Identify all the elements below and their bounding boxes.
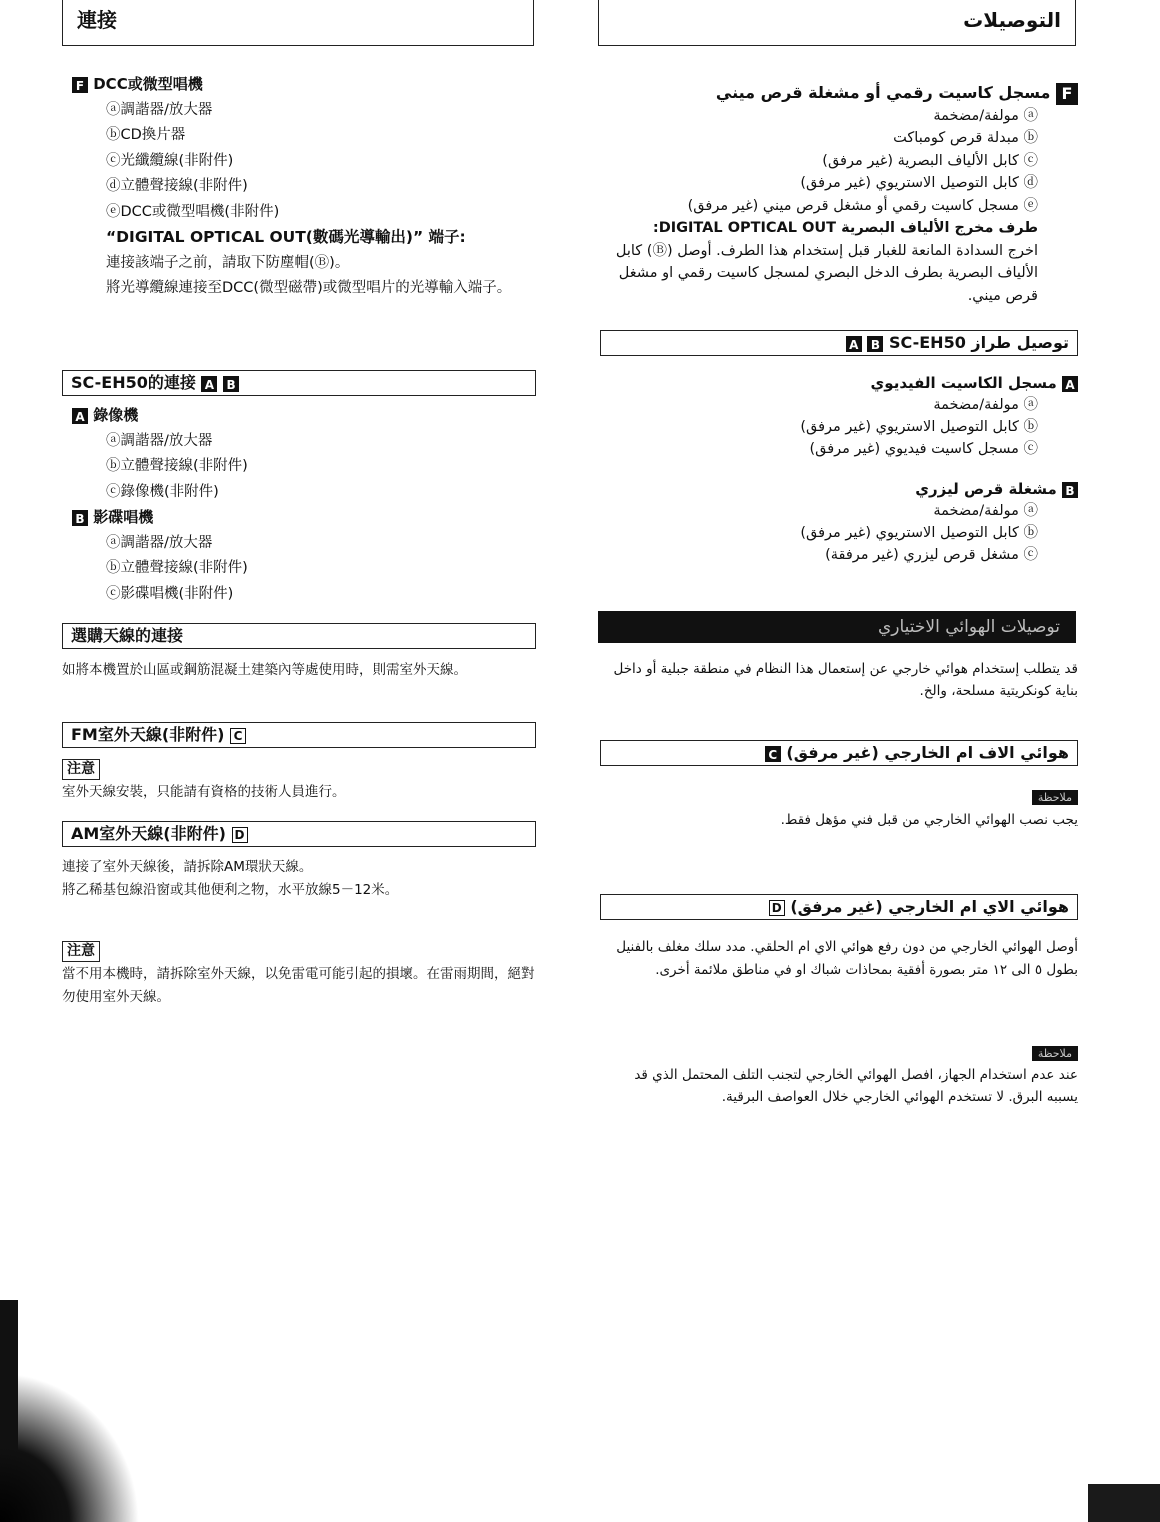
fm-caution	[62, 758, 540, 804]
dcc-item: ⓒ كابل الألياف البصرية (غير مرفق)	[822, 152, 1038, 169]
ld-item: ⓒ影碟唱機(非附件)	[106, 585, 234, 602]
dcc-item: ⓓ立體聲接線(非附件)	[106, 178, 248, 194]
eh50-section-left	[72, 403, 542, 607]
dcc-item: ⓑ مبدلة قرص كومباكت	[893, 130, 1038, 146]
eh50-title-box: SC-EH50的連接 A B	[62, 370, 536, 396]
terminal-title: طرف مخرج الألياف البصرية DIGITAL OPTICAL OUT:	[652, 220, 1038, 236]
badge-d: D	[232, 827, 248, 843]
ld-item: ⓑ كابل التوصيل الاستريوي (غير مرفق)	[800, 525, 1038, 541]
final-caution-left	[62, 940, 540, 1009]
caution-label: 注意	[62, 941, 100, 962]
antenna-title-box: 選購天線的連接	[62, 623, 536, 649]
terminal-title: “DIGITAL OPTICAL OUT(數碼光導輸出)” 端子:	[106, 228, 466, 246]
vcr-item: ⓑ كابل التوصيل الاستريوي (غير مرفق)	[800, 419, 1038, 435]
dcc-item: ⓔ مسجل كاسيت رقمي أو مشغل قرص ميني (غير مرفق)	[687, 197, 1038, 214]
am-text: 連接了室外天線後，請拆除AM環狀天線。 將乙稀基包線沿窗或其他便利之物，水平放線5－12米。	[62, 859, 399, 898]
dcc-section-left	[72, 72, 542, 302]
vcr-heading: A 錄像機	[72, 403, 542, 429]
dcc-section-right	[604, 82, 1078, 307]
vcr-item: ⓒ錄像機(非附件)	[106, 483, 219, 500]
badge-f: F	[72, 77, 88, 93]
am-text: أوصل الهوائي الخارجي من دون رفع هوائي الاي ام الحلقي. مدد سلك مغلف بالفنيل بطول ٥ الى ١٢ متر بصورة أفقية بمحاذات شباك او في مناطق ملائمة أخرى.	[616, 939, 1078, 978]
note-text: يجب نصب الهوائي الخارجي من قبل فني مؤهل فقط.	[780, 812, 1078, 828]
page-title-left	[62, 0, 534, 46]
am-title-box: هوائي الاي ام الخارجي (غير مرفق) D	[600, 894, 1078, 920]
caution-label: 注意	[62, 759, 100, 780]
ld-item: ⓐ مولفة/مضخمة	[933, 503, 1038, 519]
dcc-item: ⓔDCC或微型唱機(非附件)	[106, 203, 280, 220]
vcr-item: ⓒ مسجل كاسيت فيديوي (غير مرفق)	[809, 441, 1038, 457]
vcr-item: ⓑ立體聲接線(非附件)	[106, 458, 248, 474]
fm-title-box: FM室外天線(非附件) C	[62, 722, 536, 748]
dcc-heading: F مسجل كاسيت رقمي أو مشغلة قرص ميني	[604, 82, 1078, 105]
ld-item: ⓒ مشغل قرص ليزري (غير مرفقة)	[825, 547, 1038, 563]
note-text: عند عدم استخدام الجهاز، افصل الهوائي الخارجي لتجنب التلف المحتمل الذي قد يسببه البرق. لا تستخدم الهوائي الخارجي خلال العواصف البرقية.	[634, 1067, 1078, 1105]
title-text: التوصيلات	[963, 8, 1061, 32]
am-title-box: AM室外天線(非附件) D	[62, 821, 536, 847]
terminal-text: 連接該端子之前，請取下防塵帽(Ⓑ)。	[106, 254, 350, 271]
badge-a: A	[201, 376, 217, 392]
ld-item: ⓐ調諧器/放大器	[106, 534, 213, 551]
eh50-section-right	[604, 372, 1078, 566]
badge-c: C	[765, 746, 781, 762]
badge-f: F	[1056, 83, 1078, 105]
note-label: ملاحظة	[1032, 790, 1078, 805]
fm-title-box: هوائي الاف ام الخارجي (غير مرفق) C	[600, 740, 1078, 766]
vcr-item: ⓐ مولفة/مضخمة	[933, 397, 1038, 413]
scan-smudge	[0, 1372, 140, 1522]
antenna-text: قد يتطلب إستخدام هوائي خارجي عن إستعمال هذا النظام في منطقة جبلية أو داخل بناية كونكريتية مسلحة، والخ.	[613, 661, 1078, 699]
terminal-text: اخرج السدادة المانعة للغبار قبل إستخدام هذا الطرف. أوصل (Ⓑ) كابل الألياف البصرية بطرف الدخل البصري لمسجل كاسيت رقمي او مشغل قرص ميني.	[615, 242, 1038, 304]
dcc-item: ⓓ كابل التوصيل الاستريوي (غير مرفق)	[800, 175, 1038, 191]
dcc-item: ⓑCD換片器	[106, 127, 186, 143]
note-label: ملاحظة	[1032, 1046, 1078, 1061]
ld-heading: B 影碟唱機	[72, 505, 542, 531]
ld-heading: B مشغلة قرص ليزري	[604, 478, 1078, 500]
caution-text: 當不用本機時，請拆除室外天線，以免雷電可能引起的損壞。在雷雨期間，絕對勿使用室外天線。	[62, 966, 535, 1005]
caution-text: 室外天線安裝，只能請有資格的技術人員進行。	[62, 784, 346, 800]
fm-note	[604, 786, 1078, 832]
terminal-text: 將光導纜線連接至DCC(微型磁帶)或微型唱片的光導輸入端子。	[106, 280, 512, 296]
dcc-heading: F DCC或微型唱機	[72, 72, 542, 98]
vcr-item: ⓐ調諧器/放大器	[106, 432, 213, 449]
page-title-right	[598, 0, 1076, 46]
dcc-item: ⓐ مولفة/مضخمة	[933, 107, 1038, 124]
badge-c: C	[230, 728, 246, 744]
antenna-text: 如將本機置於山區或鋼筋混凝土建築內等處使用時，則需室外天線。	[62, 662, 467, 678]
vcr-heading: A مسجل الكاسيت الفيديوي	[604, 372, 1078, 394]
final-note-right	[604, 1042, 1078, 1108]
dcc-item: ⓐ調諧器/放大器	[106, 101, 213, 118]
title-text: 連接	[77, 8, 117, 32]
eh50-title-box: توصيل طراز SC-EH50 B A	[600, 330, 1078, 356]
ld-item: ⓑ立體聲接線(非附件)	[106, 560, 248, 576]
badge-b: B	[223, 376, 239, 392]
badge-d: D	[769, 900, 785, 916]
dcc-item: ⓒ光纖纜線(非附件)	[106, 152, 234, 169]
antenna-title-bar: توصيلات الهوائي الاختياري	[598, 611, 1076, 643]
page-number-tab	[1088, 1484, 1160, 1522]
